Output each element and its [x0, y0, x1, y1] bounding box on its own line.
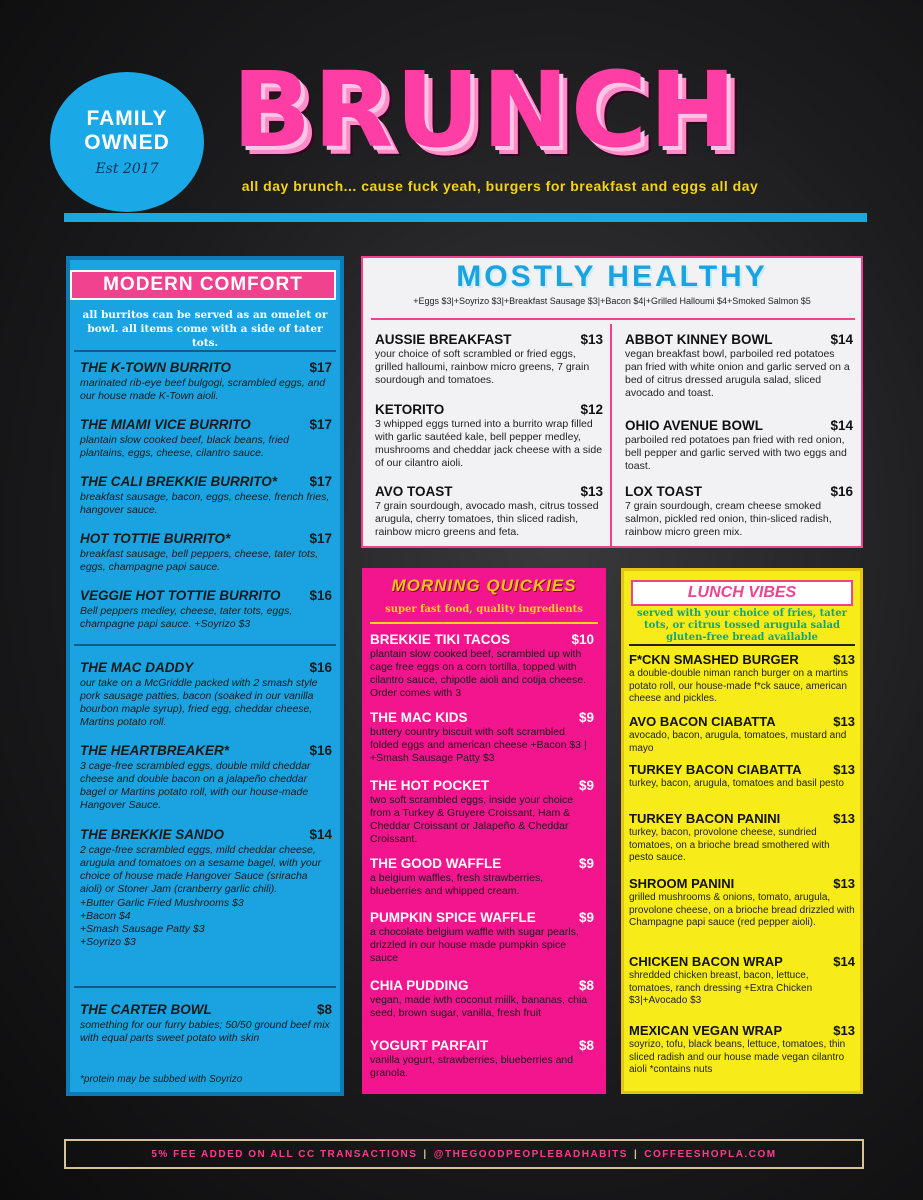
badge-line-1: FAMILY [86, 107, 168, 130]
item-price: $13 [833, 1023, 855, 1038]
menu-item [80, 1002, 332, 1045]
header-divider [64, 213, 867, 222]
menu-item [370, 856, 594, 898]
item-description: a belgium waffles, fresh strawberries, blueberries and whipped cream. [370, 872, 544, 897]
item-extras [80, 897, 332, 949]
item-description: avocado, bacon, arugula, tomatoes, mustard and mayo [629, 730, 847, 754]
item-price: $17 [309, 417, 332, 432]
menu-item [629, 714, 855, 755]
item-price: $14 [309, 827, 332, 842]
item-price: $16 [309, 743, 332, 758]
section-divider [370, 622, 598, 624]
item-description: 2 cage-free scrambled eggs, mild cheddar cheese, arugula and tomatoes on a sesame bagel, with your choice of house made Hangover Sauce (sriracha aioli) or Stoner Jam (cranberry garlic chili). [80, 844, 322, 895]
menu-item [629, 1023, 855, 1077]
item-name: BREKKIE TIKI TACOS [370, 632, 511, 647]
item-price: $13 [833, 762, 855, 777]
item-name: TURKEY BACON PANINI [629, 811, 781, 826]
menu-item [375, 332, 603, 387]
section-divider [74, 986, 336, 988]
item-description: buttery country biscuit with soft scrambled folded eggs and american cheese +Bacon $3 | +Smash Sausage Patty $3 [370, 726, 587, 764]
item-description: plantain slow cooked beef, scrambled up with cage free eggs on a corn tortilla, topped with cilantro sauce, chipotle aioli and cotija cheese. Order comes with 3 [370, 648, 586, 699]
mostly-healthy-panel [361, 256, 863, 548]
item-description: plantain slow cooked beef, black beans, fried plantains, eggs, cheese, cilantro sauce. [80, 434, 289, 459]
item-description: breakfast sausage, bacon, eggs, cheese, french fries, hangover sauce. [80, 491, 330, 516]
item-price: $14 [833, 954, 855, 969]
item-price: $17 [309, 360, 332, 375]
item-price: $13 [580, 484, 603, 499]
menu-item [370, 710, 594, 765]
menu-item [375, 484, 603, 539]
protein-footnote: *protein may be subbed with Soyrizo [80, 1074, 243, 1085]
menu-item [370, 632, 594, 700]
section-divider [371, 318, 855, 320]
social-handle: @THEGOODPEOPLEBADHABITS [433, 1148, 628, 1160]
item-name: LOX TOAST [625, 484, 703, 499]
lunch-vibes-panel [621, 568, 863, 1094]
item-name: AUSSIE BREAKFAST [375, 332, 512, 347]
item-name: THE HEARTBREAKER* [80, 743, 230, 758]
menu-item [80, 660, 332, 729]
section-divider [74, 350, 336, 352]
item-description: 7 grain sourdough, cream cheese smoked salmon, pickled red onion, thin-sliced radish, rainbow micro green mix. [625, 500, 832, 538]
item-price: $12 [580, 402, 603, 417]
section-divider [629, 644, 855, 646]
item-name: CHICKEN BACON WRAP [629, 954, 783, 969]
item-name: THE CALI BREKKIE BURRITO* [80, 474, 278, 489]
menu-item [370, 1038, 594, 1080]
item-price: $9 [578, 710, 594, 725]
menu-item [625, 484, 853, 539]
modern-comfort-heading: MODERN COMFORT [70, 270, 336, 300]
menu-item [625, 332, 853, 400]
badge-line-3: Est 2017 [95, 161, 159, 177]
item-name: CHIA PUDDING [370, 978, 469, 993]
item-price: $8 [578, 978, 594, 993]
item-name: SHROOM PANINI [629, 876, 735, 891]
item-description: breakfast sausage, bell peppers, cheese, tater tots, eggs, champagne papi sauce. [80, 548, 319, 573]
mostly-healthy-addons: +Eggs $3|+Soyrizo $3|+Breakfast Sausage $3|+Bacon $4|+Grilled Halloumi $4+Smoked Salmon $5 [413, 296, 811, 306]
item-price: $13 [580, 332, 603, 347]
item-price: $14 [830, 332, 853, 347]
item-description: something for our furry babies; 50/50 ground beef mix with equal parts sweet potato with skin [80, 1019, 330, 1044]
section-divider [74, 644, 336, 646]
item-name: THE MAC KIDS [370, 710, 468, 725]
footer-separator: | [633, 1148, 639, 1160]
item-extra: +Butter Garlic Fried Mushrooms $3 [80, 897, 244, 909]
item-name: THE MAC DADDY [80, 660, 194, 675]
item-name: OHIO AVENUE BOWL [625, 418, 763, 433]
modern-comfort-note: all burritos can be served as an omelet or bowl. all items come with a side of tater tots. [82, 309, 328, 349]
item-description: turkey, bacon, provolone cheese, sundried tomatoes, on a brioche bread smothered with pesto sauce. [629, 827, 830, 863]
menu-item [629, 876, 855, 930]
item-price: $8 [578, 1038, 594, 1053]
item-description: 3 whipped eggs turned into a burrito wrap filled with garlic sautéed kale, bell pepper medley, mushrooms and cheddar jack cheese with a side of our cilantro aioli. [375, 418, 603, 469]
item-description: parboiled red potatoes pan fried with red onion, bell pepper and garlic served with two eggs and toast. [625, 434, 847, 472]
item-description: two soft scrambled eggs, inside your choice from a Turkey & Gruyere Croissant, Ham & Cheddar Croissant or Jalapeño & Cheddar Croissant. [370, 794, 574, 845]
item-name: HOT TOTTIE BURRITO* [80, 531, 231, 546]
item-name: THE BREKKIE SANDO [80, 827, 225, 842]
item-name: KETORITO [375, 402, 445, 417]
menu-item [80, 827, 332, 949]
item-extra: +Soyrizo $3 [80, 936, 136, 948]
footer-bar [64, 1139, 864, 1169]
morning-quickies-heading: MORNING QUICKIES [391, 576, 577, 595]
item-description: grilled mushrooms & onions, tomato, arugula, provolone cheese, on a brioche bread drizzled with Champagne papi sauce (red pepper aioli). [629, 892, 855, 928]
page-title: BRUNCH [232, 49, 739, 171]
item-extra: +Bacon $4 [80, 910, 131, 922]
column-divider [610, 324, 612, 546]
item-name: ABBOT KINNEY BOWL [625, 332, 773, 347]
badge-line-2: OWNED [84, 131, 170, 154]
menu-item [629, 652, 855, 706]
menu-item [625, 418, 853, 473]
menu-item [80, 743, 332, 812]
item-description: shredded chicken breast, bacon, lettuce, tomatoes, ranch dressing +Extra Chicken $3|+Avocado $3 [629, 970, 813, 1006]
item-name: THE MIAMI VICE BURRITO [80, 417, 251, 432]
item-price: $16 [309, 588, 332, 603]
item-description: marinated rib-eye beef bulgogi, scrambled eggs, and our house made K-Town aioli. [80, 377, 326, 402]
item-name: YOGURT PARFAIT [370, 1038, 489, 1053]
item-description: 3 cage-free scrambled eggs, double mild cheddar cheese and double bacon on a jalapeño cheddar bagel or Martins potato roll, with our house-made Hangover Sauce. [80, 760, 311, 811]
item-name: AVO BACON CIABATTA [629, 714, 776, 729]
item-price: $17 [309, 531, 332, 546]
morning-quickies-panel [362, 568, 606, 1094]
item-name: VEGGIE HOT TOTTIE BURRITO [80, 588, 281, 603]
item-price: $8 [316, 1002, 332, 1017]
menu-item [370, 978, 594, 1020]
menu-item [80, 588, 332, 631]
tagline: all day brunch... cause fuck yeah, burgers for breakfast and eggs all day [241, 178, 759, 194]
item-description: a double-double niman ranch burger on a martins potato roll, our house-made f*ck sauce, american cheese and pickles. [629, 668, 849, 704]
item-description: vegan breakfast bowl, parboiled red potatoes pan fried with white onion and garlic served on a bed of citrus dressed arugula salad, sliced avocado and toast. [625, 348, 850, 399]
menu-item [370, 778, 594, 846]
item-extra: +Smash Sausage Patty $3 [80, 923, 205, 935]
menu-item [80, 360, 332, 403]
item-name: THE HOT POCKET [370, 778, 490, 793]
menu-item [375, 402, 603, 470]
item-description: a chocolate belgium waffle with sugar pearls, drizzled in our house made pumpkin spice sauce [370, 926, 579, 964]
item-price: $17 [309, 474, 332, 489]
item-price: $10 [571, 632, 594, 647]
item-name: THE GOOD WAFFLE [370, 856, 502, 871]
item-description: vegan, made iwth coconut miilk, bananas, chia seed, brown sugar, vanilla, fresh fruit [370, 994, 588, 1019]
item-name: F*CKN SMASHED BURGER [629, 652, 799, 667]
fee-notice: 5% FEE ADDED ON ALL CC TRANSACTIONS [151, 1148, 418, 1160]
item-price: $9 [578, 856, 594, 871]
mostly-healthy-heading: MOSTLY HEALTHY [456, 260, 768, 293]
item-price: $9 [578, 910, 594, 925]
item-description: turkey, bacon, arugula, tomatoes and basil pesto [629, 778, 844, 789]
item-description: vanilla yogurt, strawberries, blueberries and granola. [370, 1054, 574, 1079]
item-price: $16 [309, 660, 332, 675]
website: COFFEESHOPLA.COM [644, 1148, 777, 1160]
modern-comfort-panel [66, 256, 344, 1096]
menu-item [370, 910, 594, 965]
item-description: 7 grain sourdough, avocado mash, citrus tossed arugula, cherry tomatoes, thin sliced radish, rainbow micro greens and feta. [375, 500, 599, 538]
item-name: MEXICAN VEGAN WRAP [629, 1023, 783, 1038]
item-name: TURKEY BACON CIABATTA [629, 762, 802, 777]
menu-item [629, 954, 855, 1008]
item-price: $13 [833, 652, 855, 667]
item-description: Bell peppers medley, cheese, tater tots, eggs, champagne papi sauce. +Soyrizo $3 [80, 605, 293, 630]
item-name: AVO TOAST [375, 484, 453, 499]
menu-item [80, 474, 332, 517]
menu-item [629, 811, 855, 865]
item-price: $16 [830, 484, 853, 499]
item-price: $13 [833, 876, 855, 891]
item-price: $14 [830, 418, 853, 433]
lunch-vibes-heading: LUNCH VIBES [631, 580, 853, 606]
menu-item [629, 762, 855, 791]
item-price: $13 [833, 811, 855, 826]
item-name: PUMPKIN SPICE WAFFLE [370, 910, 536, 925]
footer-separator: | [423, 1148, 428, 1160]
morning-quickies-subheading: super fast food, quality ingredients [385, 604, 583, 615]
menu-item [80, 531, 332, 574]
item-description: soyrizo, tofu, black beans, lettuce, tomatoes, thin sliced radish and our house made vegan cilantro aioli *contains nuts [629, 1039, 846, 1075]
item-price: $9 [578, 778, 594, 793]
menu-item [80, 417, 332, 460]
item-name: THE K-TOWN BURRITO [80, 360, 231, 375]
item-price: $13 [833, 714, 855, 729]
item-name: THE CARTER BOWL [80, 1002, 212, 1017]
item-description: your choice of soft scrambled or fried eggs, grilled halloumi, rainbow micro greens, 7 grain sourdough and tomatoes. [375, 348, 590, 386]
item-description: our take on a McGriddle packed with 2 smash style pork sausage patties, bacon (soaked in our vanilla bourbon maple syrup), fried egg, cheddar cheese, Martins potato roll. [80, 677, 318, 728]
lunch-vibes-note: served with your choice of fries, tater tots, or citrus tossed arugula salad gluten-free bread available [636, 608, 848, 643]
